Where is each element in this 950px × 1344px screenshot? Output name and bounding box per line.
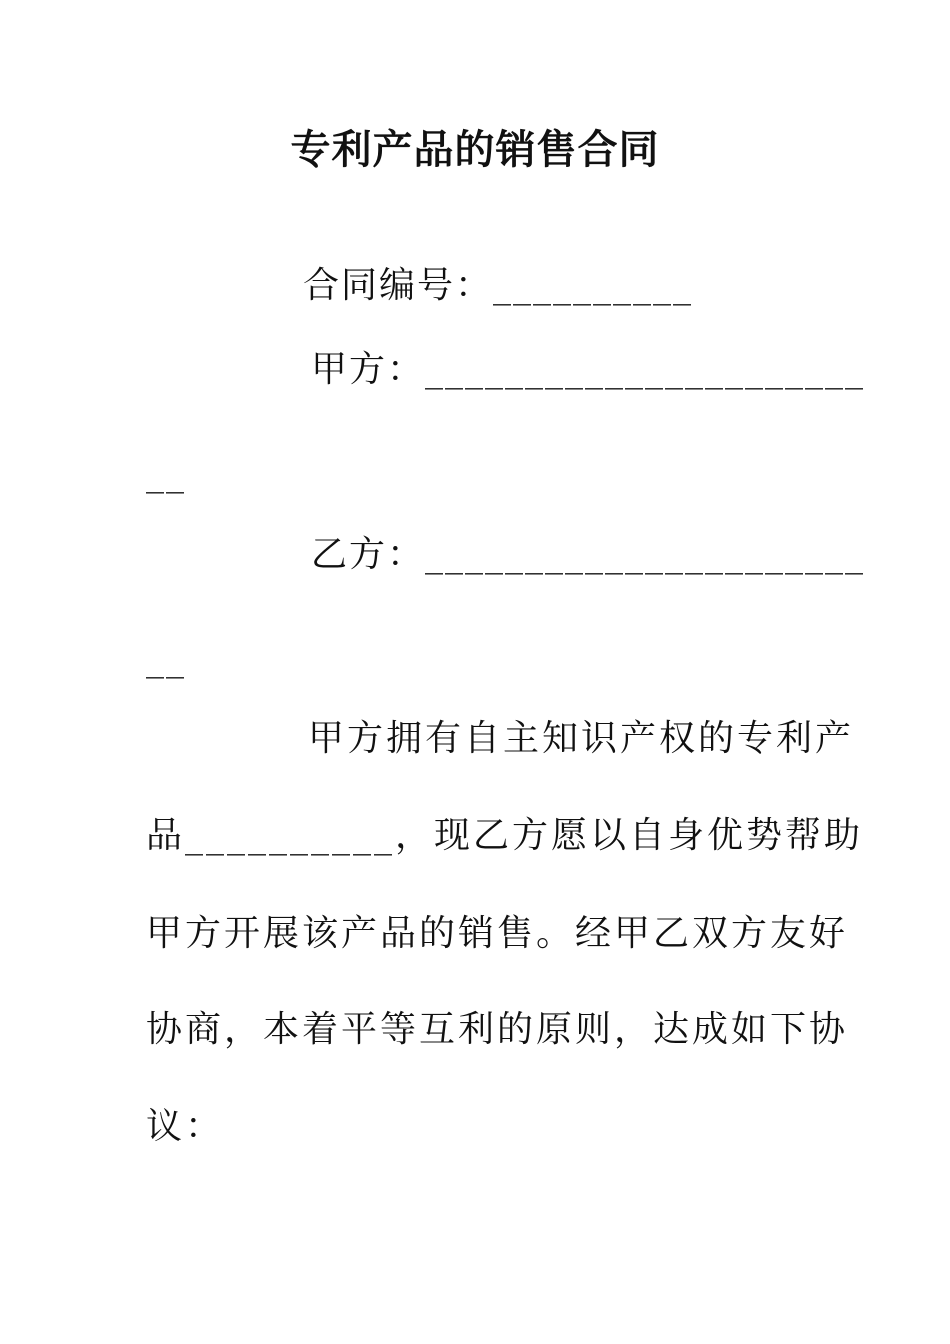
party-b-line: 乙方：______________________ — [311, 534, 866, 575]
paragraph-line: 议： — [146, 1106, 225, 1147]
document-title: 专利产品的销售合同 — [290, 127, 660, 173]
party-a-line: 甲方：______________________ — [311, 349, 866, 390]
paragraph-line: 甲方开展该产品的销售。经甲乙双方友好 — [146, 913, 849, 954]
paragraph-line: 甲方拥有自主知识产权的专利产 — [308, 718, 855, 759]
party-a-continuation: __ — [146, 453, 186, 494]
paragraph-line: 协商，本着平等互利的原则，达成如下协 — [146, 1009, 849, 1050]
paragraph-line: 品__________，现乙方愿以自身优势帮助 — [146, 815, 864, 856]
contract-number-line: 合同编号：__________ — [303, 265, 694, 306]
party-b-continuation: __ — [146, 638, 186, 679]
